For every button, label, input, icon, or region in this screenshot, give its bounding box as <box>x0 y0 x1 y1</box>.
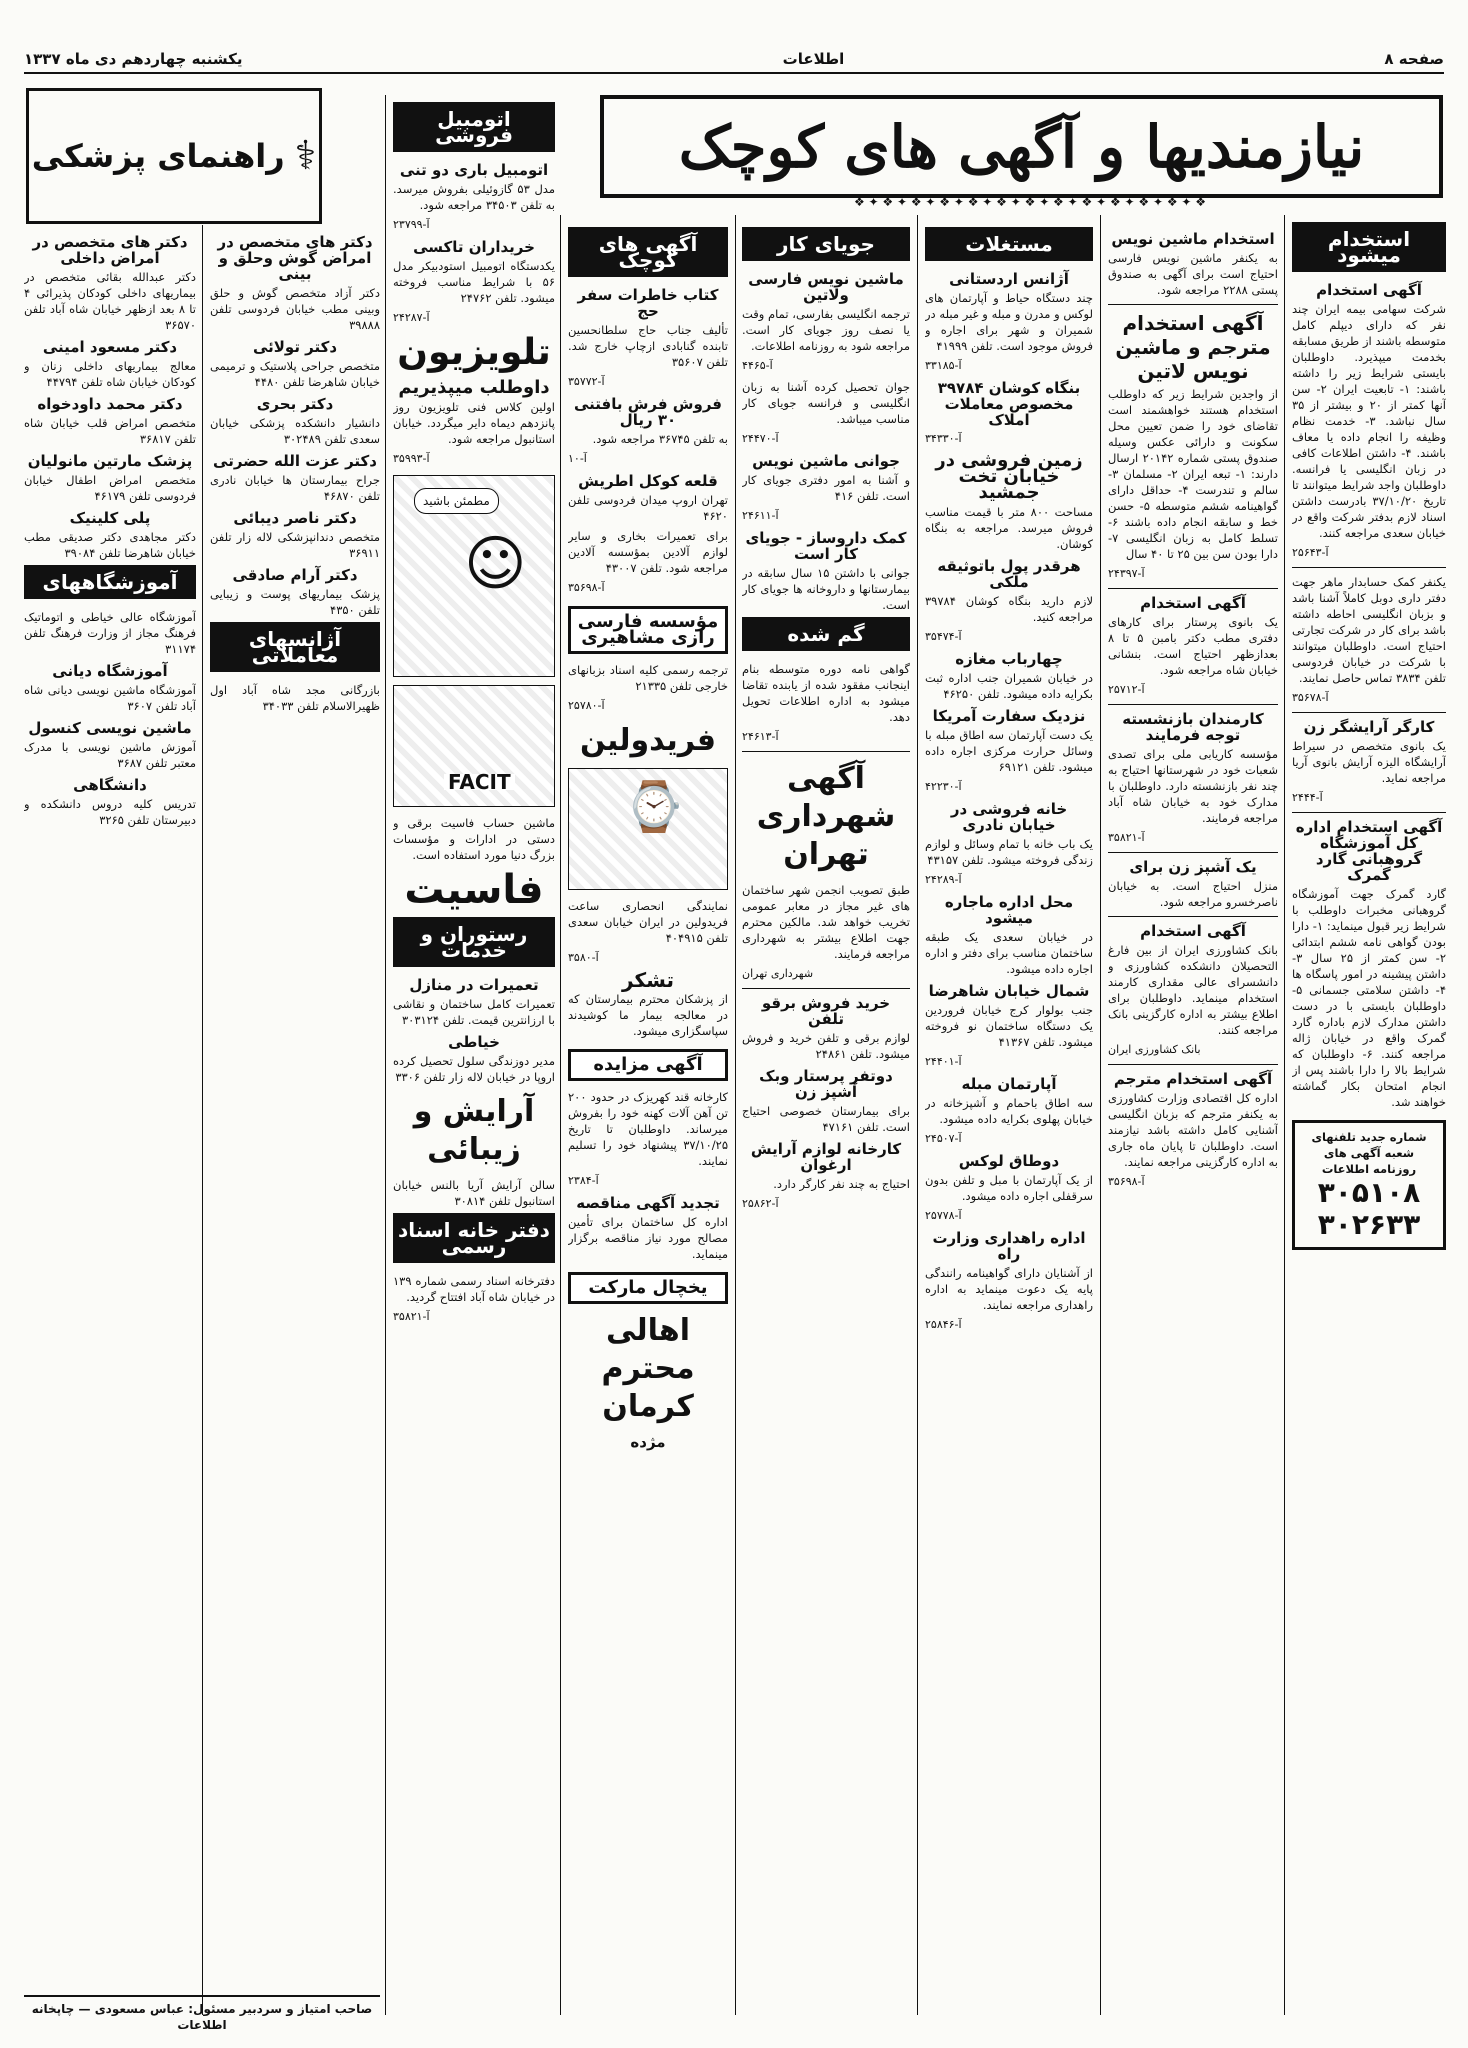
ad-code: آ-۲۴۲۸۷ <box>393 311 430 324</box>
ad-title: فریدولین <box>579 723 717 758</box>
ad-code: آ-۲۵۶۴۳ <box>1292 546 1329 559</box>
doctor-name: دکتر عزت الله حضرتی <box>213 452 377 470</box>
doctor-name: دکتر محمد داودخواه <box>37 395 183 413</box>
ad-body: مساحت ۸۰۰ متر با قیمت مناسب فروش میرسد. مراجعه به بنگاه کوشان. <box>925 505 1093 551</box>
column-hiring <box>1108 225 1278 2015</box>
ad-body: به یکنفر ماشین نویس فارسی احتیاج است برای آگهی به صندوق پستی ۲۲۸۸ مراجعه شود. <box>1108 251 1278 297</box>
ad-body: در خیابان سعدی یک طبقه ساختمان مناسب برای دفتر و اداره اجاره داده میشود. <box>925 930 1093 976</box>
ad-body: ترجمه رسمی کلیه اسناد بزبانهای خارجی تلفن ۲۱۳۳۵ <box>568 663 728 693</box>
ad-code: آ-۲۳۸۴ <box>568 1174 599 1187</box>
ad-body: مدیر دوزندگی سلول تحصیل کرده اروپا در خیابان لاله زار تلفن ۳۳۰۶ <box>393 1054 555 1084</box>
ad-subtitle: مژده <box>630 1433 666 1451</box>
ad-code: آ-۴۴۶۵ <box>742 359 773 372</box>
doctor-name: پزشک مارتین مانولیان <box>27 452 193 470</box>
ad-title: جوانی ماشین نویس <box>752 452 900 470</box>
medical-guide-header <box>26 88 322 224</box>
ad-title: آموزشگاه دیانی <box>52 662 168 680</box>
ad-body: تعمیرات کامل ساختمان و نقاشی با ارزانترین قیمت. تلفن ۳۰۳۱۲۴ <box>393 997 555 1027</box>
divider <box>1108 852 1278 853</box>
doctor-name: دکتر تولائی <box>252 338 338 356</box>
column-display-ads <box>393 100 555 2015</box>
ad-body: از آشنایان دارای گواهینامه رانندگی پایه یک دعوت مینماید به اداره راهداری مراجعه نمایند. <box>925 1266 1093 1312</box>
ad-title: دانشگاهی <box>73 776 147 794</box>
ad-body: از پزشکان محترم بیمارستان که در معالجه بیمار ما کوشیدند سپاسگزاری میشود. <box>568 992 728 1038</box>
ad-body: آموزشگاه عالی خیاطی و اتوماتیک فرهنگ مجاز از وزارت فرهنگ تلفن ۳۱۱۷۴ <box>24 610 196 656</box>
ad-code: آ-۲۴۴۴ <box>1292 791 1323 804</box>
ad-title: خیاطی <box>448 1033 500 1051</box>
column-rule <box>917 215 918 2015</box>
ad-title: شمال خیابان شاهرضا <box>928 982 1090 1000</box>
ad-body: در خیابان شمیران جنب اداره ثبت بکرایه داده میشود. تلفن ۴۶۲۵۰ <box>925 671 1093 701</box>
divider <box>742 751 910 752</box>
ad-title: دفتر خانه اسناد رسمی <box>393 1213 555 1263</box>
divider <box>1108 704 1278 705</box>
page-header <box>24 46 1444 74</box>
doctor-category: دکتر های متخصص در امراض گوش وحلق و بینی <box>217 233 373 283</box>
ad-code: آ-۲۴۳۹۷ <box>1108 567 1145 580</box>
ad-body: اداره کل اقتصادی وزارت کشاورزی به یکنفر مترجم که بزبان انگلیسی آشنایی کامل داشته باشد نیازمند است. داوطلبان تا پایان ماه جاری به اداره کارگزینی مراجعه نمایند. <box>1108 1091 1278 1169</box>
ad-body: یکنفر کمک حسابدار ماهر جهت دفتر داری دوبل کاملاً آشنا باشد و بزبان انگلیسی احاطه داشته باشد برای کار در شرکت تجارتی احتیاج است. داوطلبان میتوانند با شرکت در خیابان فردوسی تلفن ۳۸۳۴ تماس حاصل نمایند. <box>1292 575 1446 685</box>
ad-title: زمین فروشی در خیابان تخت جمشید <box>935 450 1083 503</box>
column-medical-right <box>210 228 380 2018</box>
ad-title: آرایش و زیبائی <box>413 1094 535 1167</box>
divider <box>1108 916 1278 917</box>
ad-body: جوانی با داشتن ۱۵ سال سابقه در بیمارستانها و داروخانه ها جویای کار است. <box>742 566 910 612</box>
ad-body: چند دستگاه حیاط و آپارتمان های لوکس و مدرن و مبله و غیر مبله در شمیران و شهر برای اجاره و فروش موجود است. تلفن ۴۱۹۹۹ <box>925 291 1093 353</box>
ad-code: آ-۲۴۶۱۱ <box>742 509 779 522</box>
doctor-entry: پزشک بیماریهای پوست و زیبایی تلفن ۴۳۵۰ <box>210 587 380 617</box>
ad-code: آ-۳۵۶۹۸ <box>568 581 605 594</box>
ad-body: یک دست آپارتمان سه اطاق مبله با وسائل حرارت مرکزی اجاره داده میشود. تلفن ۶۹۱۲۱ <box>925 728 1093 774</box>
watch-icon: ⌚ <box>624 779 684 835</box>
divider <box>1108 1064 1278 1065</box>
column-rule <box>385 95 386 2015</box>
doctor-name: دکتر مسعود امینی <box>42 338 178 356</box>
ad-title: چهارباب مغازه <box>955 650 1063 668</box>
ad-title: آپارتمان مبله <box>961 1075 1057 1093</box>
ad-body: گواهی نامه دوره متوسطه بنام اینجانب مفقود شده از یابنده تقاضا میشود به اداره اطلاعات تحویل دهد. <box>742 662 910 724</box>
ornament-divider: ❖ ✦ ❖ ✦ ❖ ✦ ❖ ✦ ❖ ✦ ❖ ✦ ❖ ✦ ❖ ✦ ❖ ✦ ❖ ✦ ❖ ✦ ❖ ✦ ❖ <box>853 195 1207 209</box>
ad-body: یک بانوی پرستار برای کارهای دفتری مطب دکتر بامبن ۵ تا ۸ بعدازظهر احتیاج است. بنشانی خیابان شاه مراجعه شود. <box>1108 615 1278 677</box>
divider <box>1292 712 1446 713</box>
ad-body: یک باب خانه با تمام وسائل و لوازم زندگی فروخته میشود. تلفن ۴۳۱۵۷ <box>925 837 1093 867</box>
ad-body: سه اطاق باحمام و آشپزخانه در خیابان پهلوی بکرایه داده میشود. <box>925 1096 1093 1126</box>
notice-line: شعبه آگهی های <box>1323 1146 1415 1160</box>
ad-code: آ-۳۵۸۲۱ <box>1108 831 1145 844</box>
classified-banner <box>600 95 1443 198</box>
ad-code: آ-۲۵۷۱۲ <box>1108 683 1145 696</box>
ad-body: ترجمه انگلیسی بفارسی، تمام وقت یا نصف روز جویای کار است. مراجعه شود به روزنامه اطلاعات. <box>742 307 910 353</box>
ad-body: آموزش ماشین نویسی با مدرک معتبر تلفن ۳۶۸۷ <box>24 740 196 770</box>
ad-code: آ-۲۵۷۷۸ <box>925 1209 962 1222</box>
section-heading: رستوران و خدمات <box>393 917 555 967</box>
ad-title: کتاب خاطرات سفر حج <box>577 286 719 320</box>
ad-body: منزل احتیاج است. به خیابان ناصرخسرو مراجعه شود. <box>1108 879 1278 909</box>
phone-number: ۳۰۲۶۳۳ <box>1317 1208 1421 1241</box>
doctor-name: دکتر بحری <box>256 395 334 413</box>
doctor-entry: جراح بیمارستان ها خیابان نادری تلفن ۴۶۸۷۰ <box>210 473 380 503</box>
ad-title: یک آشپز زن برای <box>1129 858 1257 876</box>
column-rule <box>1100 215 1101 2015</box>
section-heading: اتومبیل فروشی <box>393 102 555 152</box>
ad-title: کارخانه لوازم آرایش ارغوان <box>750 1140 902 1174</box>
ad-title: دوتفر پرستار وبک آشپز زن <box>759 1067 893 1101</box>
page-number: صفحه ۸ <box>1384 50 1444 68</box>
column-small-ads <box>568 225 728 2015</box>
ad-body: کارخانه قند کهریزک در حدود ۲۰۰ تن آهن آلات کهنه خود را بفروش میرساند. داوطلبان تا تاریخ ۳۷/۱۰/۲۵ پیشنهاد خود را تسلیم نمایند. <box>568 1090 728 1168</box>
calculator-illustration <box>393 685 555 807</box>
ad-code: آ-۳۵۷۷۲ <box>568 375 605 388</box>
ad-title: آگهی استخدام اداره کل آموزشگاه گروهبانی گارد گمرک <box>1295 818 1443 884</box>
ad-body: سالن آرایش آریا بالنس خیابان استانبول تلفن ۳۰۸۱۴ <box>393 1178 555 1208</box>
ad-code: شهرداری تهران <box>742 967 814 980</box>
section-heading: گم شده <box>742 617 910 651</box>
doctor-entry: دانشیار دانشکده پزشکی خیابان سعدی تلفن ۳۰۲۴۸۹ <box>210 416 380 446</box>
ad-code: آ-۲۴۴۰۱ <box>925 1055 962 1068</box>
section-heading: آگهی های کوچک <box>568 227 728 277</box>
ad-body: برای تعمیرات بخاری و سایر لوازم آلادین بمؤسسه آلادین مراجعه شود. تلفن ۴۳۰۰۷ <box>568 529 728 575</box>
column-rule <box>735 215 736 2015</box>
ad-title: آگهی شهرداری تهران <box>756 761 896 872</box>
ad-title: مؤسسه فارسی رازی مشاهیری <box>568 606 728 654</box>
ad-body: بازرگانی مجد شاه آباد اول ظهیرالاسلام تلفن ۳۴۰۳۳ <box>210 683 380 713</box>
ad-title: قلعه کوکل اطریش <box>578 472 718 490</box>
doctor-entry: متخصص جراحی پلاستیک و ترمیمی خیابان شاهرضا تلفن ۴۴۸۰ <box>210 359 380 389</box>
ad-title: هرقدر پول باتوثیقه ملکی <box>937 557 1081 591</box>
column-rule <box>560 215 561 2015</box>
ad-title: محل اداره ماجاره میشود <box>944 893 1074 927</box>
ad-title: خانه فروشی در خیابان نادری <box>950 800 1068 834</box>
ad-title: آگهی استخدام <box>1140 594 1246 612</box>
doctor-name: دکتر ناصر دیبائی <box>233 509 357 527</box>
doctor-name: دکتر آرام صادقی <box>232 566 358 584</box>
ad-title: خریداران تاکسی <box>413 238 535 256</box>
ad-subtitle: داوطلب میپذیریم <box>398 377 550 398</box>
ad-title: ماشین نویس فارسی ولاتین <box>748 270 904 304</box>
ad-title: بنگاه کوشان ۳۹۷۸۴ مخصوص معاملات املاک <box>937 379 1081 429</box>
ad-title: دوطاق لوکس <box>958 1152 1060 1170</box>
ad-body: لوازم برقی و تلفن خرید و فروش میشود. تلفن ۲۴۸۶۱ <box>742 1031 910 1061</box>
ad-title: اتومبیل باری دو تنی <box>399 161 549 179</box>
speech-bubble: مطمئن باشید <box>414 488 499 514</box>
column-employment <box>1292 220 1446 2020</box>
notice-line: شماره جدید تلفنهای <box>1311 1130 1427 1144</box>
ad-title: فاسیت <box>404 867 544 913</box>
ad-body: مؤسسه کاریابی ملی برای تصدی شعبات خود در شهرستانها احتیاج به چند نفر بازنشسته دارد. داوطلبان با مدارک خود به خیابان شاه آباد مراجعه فرمایند. <box>1108 747 1278 825</box>
ad-body: یکدستگاه اتومبیل استودبیکر مدل ۵۶ با شرایط مناسب فروخته میشود. تلفن ۲۴۷۶۲ <box>393 259 555 305</box>
section-heading: استخدام میشود <box>1292 222 1446 272</box>
divider <box>1108 304 1278 305</box>
ad-body: گارد گمرک جهت آموزشگاه گروهبانی مخبرات داوطلب با شرایط زیر قبول مینماید: ۱- دارا بودن گواهی نامه ششم ابتدائی ۲- سن کمتر از ۲۵ سال ۳- داشتن پیشینه در امور پاسگاه ها ۴- داشتن سلامتی جسمانی ۵- داوطلبان بایستی با در دست داشتن مدارک لازم باداره گارد گمرک واقع در خیابان ژاله مراجعه کنند. ۶- داوطلبان که شرایط بالا را دارا باشند پس از انجام امتحان بکار گماشته خواهند شد. <box>1292 887 1446 1109</box>
ad-code: آ-۳۴۳۳۰ <box>925 432 962 445</box>
section-heading: جویای کار <box>742 227 910 261</box>
ad-body: ماشین حساب فاسیت برقی و دستی در ادارات و مؤسسات بزرگ دنیا مورد استفاده است. <box>393 816 555 862</box>
ad-title: خرید فروش برقو تلفن <box>761 994 891 1028</box>
issue-date: یکشنبه چهاردهم دی ماه ۱۳۳۷ <box>24 50 243 68</box>
divider <box>1292 812 1446 813</box>
ad-code: آ-۴۲۲۳۰ <box>925 780 962 793</box>
person-icon: ☺ <box>464 529 527 599</box>
ad-body: لازم دارید بنگاه کوشان ۳۹۷۸۴ مراجعه کنید. <box>925 594 1093 624</box>
section-heading: آژانسهای معاملاتی <box>210 622 380 672</box>
ad-title: ماشین نویسی کنسول <box>28 719 192 737</box>
ad-code: آ-۲۵۸۶۲ <box>742 1197 779 1210</box>
doctor-entry: متخصص امراض قلب خیابان شاه تلفن ۳۶۸۱۷ <box>24 416 196 446</box>
doctor-entry: متخصص امراض اطفال خیابان فردوسی تلفن ۴۶۱۷۹ <box>24 473 196 503</box>
column-medical-left <box>24 228 196 1988</box>
ad-body: برای بیمارستان خصوصی احتیاج است. تلفن ۴۷۱۶۱ <box>742 1104 910 1134</box>
ad-code: آ-۳۵۶۹۸ <box>1108 1175 1145 1188</box>
divider <box>1292 567 1446 568</box>
doctor-entry: دکتر عبدالله بقائی متخصص در بیماریهای داخلی کودکان پذیرائی ۴ تا ۸ بعد ازظهر خیابان شاه آباد تلفن ۳۶۵۷۰ <box>24 270 196 332</box>
ad-code: آ-۲۴۶۱۳ <box>742 730 779 743</box>
section-heading: آموزشگاههای <box>24 565 196 599</box>
ad-body: از واجدین شرایط زیر که داوطلب استخدام هستند خواهشمند است تقاضای خود را ضمن تعیین محل سکونت و دارائی عکس وسیله صندوق پستی شماره ۲۰۱۴۲ ارسال دارند: ۱- تبعه ایران ۲- مسلمان ۳- سالم و تندرست ۴- حداقل دارای گواهینامه ششم متوسطه ۵- حسن خط و سابقه انجام داده باشند ۶- تسلط کامل به زبان انگلیسی ۷- دارا بودن سن بین ۲۵ تا ۴۰ سال <box>1108 387 1278 561</box>
ad-body: اداره کل ساختمان برای تأمین مصالح مورد نیاز مناقصه برگزار مینماید. <box>568 1215 728 1261</box>
ad-code: آ-۲۴۴۷۰ <box>742 432 779 445</box>
ad-body: تهران اروپ میدان فردوسی تلفن ۴۶۲۰ <box>568 493 728 523</box>
ad-title: اهالی محترم کرمان <box>601 1313 695 1424</box>
ad-body: از یک آپارتمان با مبل و تلفن بدون سرقفلی اجاره داده میشود. <box>925 1173 1093 1203</box>
ad-body: یک بانوی متخصص در سیراط آرایشگاه الیزه آرایش بانوی آریا مراجعه نماید. <box>1292 739 1446 785</box>
doctor-entry: دکتر آزاد متخصص گوش و حلق وبینی مطب خیابان فردوسی تلفن ۳۹۸۸۸ <box>210 286 380 332</box>
ad-code: آ-۲۳۷۹۹ <box>393 218 430 231</box>
banner-title: نیازمندیها و آگهی های کوچک <box>678 112 1365 181</box>
caduceus-icon: ⚕ <box>294 133 317 179</box>
facit-logo: FACIT <box>444 774 515 790</box>
ad-title: آگهی استخدام مترجم <box>1113 1070 1273 1088</box>
ad-title: فروش فرش بافتنی ۳۰ ریال <box>574 395 722 429</box>
ad-code: آ-۲۴۵۰۷ <box>925 1132 962 1145</box>
ad-code: آ-۲۵۷۸۰ <box>568 699 605 712</box>
column-jobs-wanted <box>742 225 910 2015</box>
ad-code: آ-۳۳۱۸۵ <box>925 359 962 372</box>
ad-body: آموزشگاه ماشین نویسی دیانی شاه آباد تلفن ۳۶۰۷ <box>24 683 196 713</box>
medical-guide-title: راهنمای پزشکی <box>31 137 285 175</box>
ad-title: یخچال مارکت <box>568 1272 728 1304</box>
ad-code: آ-۱۰ <box>568 452 587 465</box>
doctor-entry: متخصص دندانپزشکی لاله زار تلفن ۳۶۹۱۱ <box>210 530 380 560</box>
column-rule <box>202 225 203 2015</box>
ad-code: آ-۲۵۸۴۶ <box>925 1318 962 1331</box>
ad-body: مدل ۵۳ گازوئیلی بفروش میرسد. به تلفن ۳۴۵۰۳ مراجعه شود. <box>393 182 555 212</box>
ad-body: به تلفن ۳۶۷۴۵ مراجعه شود. <box>592 432 728 446</box>
ad-code: آ-۳۵۸۲۱ <box>393 1310 430 1323</box>
ad-title: کارمندان بازنشسته توجه فرمایند <box>1122 710 1264 744</box>
cartoon-illustration <box>393 475 555 677</box>
ad-body: طبق تصویب انجمن شهر ساختمان های غیر مجاز در معابر عمومی تخریب خواهد شد. مالکین محترم جهت اطلاع بیشتر به شهرداری مراجعه فرمایند. <box>742 883 910 961</box>
ad-title: کمک داروساز - جویای کار است <box>745 529 907 563</box>
ad-body: تدریس کلیه دروس دانشکده و دبیرستان تلفن ۳۲۶۵ <box>24 797 196 827</box>
ad-code: آ-۳۵۸۰ <box>568 951 599 964</box>
ad-title: کارگر آرایشگر زن <box>1303 718 1435 736</box>
notice-line: روزنامه اطلاعات <box>1321 1162 1417 1176</box>
ad-body: بانک کشاورزی ایران از بین فارغ التحصیلان دانشکده کشاورزی و دانشسرای عالی مقداری کارمند استخدام مینماید. داوطلبان برای اطلاع بیشتر به اداره کارگزینی بانک مراجعه کنند. <box>1108 943 1278 1037</box>
ad-title: استخدام ماشین نویس <box>1111 230 1275 248</box>
ad-title: تلویزیون <box>397 332 551 373</box>
ad-code: آ-۳۵۶۷۸ <box>1292 691 1329 704</box>
ad-body: جوان تحصیل کرده آشنا به زبان انگلیسی و فرانسه جویای کار مناسب میباشد. <box>742 380 910 426</box>
doctor-entry: دکتر مجاهدی دکتر صدیقی مطب خیابان شاهرضا تلفن ۳۹۰۸۴ <box>24 530 196 560</box>
divider <box>742 988 910 989</box>
ad-code: آ-۳۵۴۷۴ <box>925 630 962 643</box>
imprint-footer <box>24 1995 380 2037</box>
ad-body: اولین کلاس فنی تلویزیون روز پانزدهم دیماه دایر میگردد. خیابان استانبول مراجعه شود. <box>393 400 555 446</box>
ad-body: تألیف جناب حاج سلطانحسین تابنده گنابادی ازچاپ خارج شد. تلفن ۳۵۶۰۷ <box>568 323 728 369</box>
ad-body: احتیاج به چند نفر کارگر دارد. <box>773 1177 910 1191</box>
section-heading: مستغلات <box>925 227 1093 261</box>
ad-body: نمایندگی انحصاری ساعت فریدولین در ایران خیابان سعدی تلفن ۴۰۴۹۱۵ <box>568 899 728 945</box>
doctor-name: پلی کلینیک <box>69 509 151 527</box>
ad-title: آگهی مزایده <box>568 1049 728 1081</box>
ad-title: اداره راهداری وزارت راه <box>932 1229 1086 1263</box>
ad-title: آژانس اردستانی <box>949 270 1069 288</box>
watch-illustration <box>568 768 728 890</box>
ad-title: نزدیک سفارت آمریکا <box>932 707 1086 725</box>
ad-body: جنب بولوار کرج خیابان فروردین یک دستگاه ساختمان نو فروخته میشود. تلفن ۴۱۳۶۷ <box>925 1003 1093 1049</box>
newspaper-name: اطلاعات <box>782 50 845 68</box>
ad-body: و آشنا به امور دفتری جویای کار است. تلفن ۴۱۶ <box>742 473 910 503</box>
ad-title: آگهی استخدام <box>1316 281 1422 299</box>
ad-title: آگهی استخدام مترجم و ماشین نویس لاتین <box>1115 311 1271 383</box>
ad-title: آگهی استخدام <box>1140 922 1246 940</box>
phone-notice-box <box>1292 1120 1446 1250</box>
column-rule <box>1284 215 1285 2015</box>
column-real-estate <box>925 225 1093 2015</box>
divider <box>1108 588 1278 589</box>
ad-code: آ-۳۵۹۹۳ <box>393 452 430 465</box>
doctor-entry: معالج بیماریهای داخلی زنان و کودکان خیابان شاه تلفن ۴۴۷۹۴ <box>24 359 196 389</box>
phone-number: ۳۰۵۱۰۸ <box>1317 1176 1421 1209</box>
ad-code: آ-۲۴۲۸۹ <box>925 873 962 886</box>
ad-body: شرکت سهامی بیمه ایران چند نفر که دارای دیپلم کامل متوسطه باشند از طریق مسابقه بخدمت میپذیرد. داوطلبان بایستی شرایط زیر را داشته باشند: ۱- تابعیت ایران ۲- سن آنها کمتر از ۲۰ و بیشتر از ۳۵ سال نباشد. ۳- خدمت نظام وظیفه را انجام داده یا معاف باشند. ۴- داشتن اطلاعات کافی در زبان انگلیسی یا فرانسه. داوطلبان واجد شرایط میتوانند تا تاریخ ۳۷/۱۰/۲۰ بادرست داشتن اسناد لازم بدفتر شرکت واقع در خیابان سعدی مراجعه کنند. <box>1292 302 1446 540</box>
ad-body: دفترخانه اسناد رسمی شماره ۱۳۹ در خیابان شاه آباد افتتاح گردید. <box>393 1274 555 1304</box>
ad-code: بانک کشاورزی ایران <box>1108 1043 1201 1056</box>
imprint-text: صاحب امتیاز و سردبیر مسئول: عباس مسعودی — چاپخانه اطلاعات <box>31 2002 373 2032</box>
ad-title: تعمیرات در منازل <box>409 976 539 994</box>
ad-title: تشکر <box>622 968 674 992</box>
ad-title: تجدید آگهی مناقصه <box>576 1194 720 1212</box>
doctor-category: دکتر های متخصص در امراض داخلی <box>32 233 188 267</box>
